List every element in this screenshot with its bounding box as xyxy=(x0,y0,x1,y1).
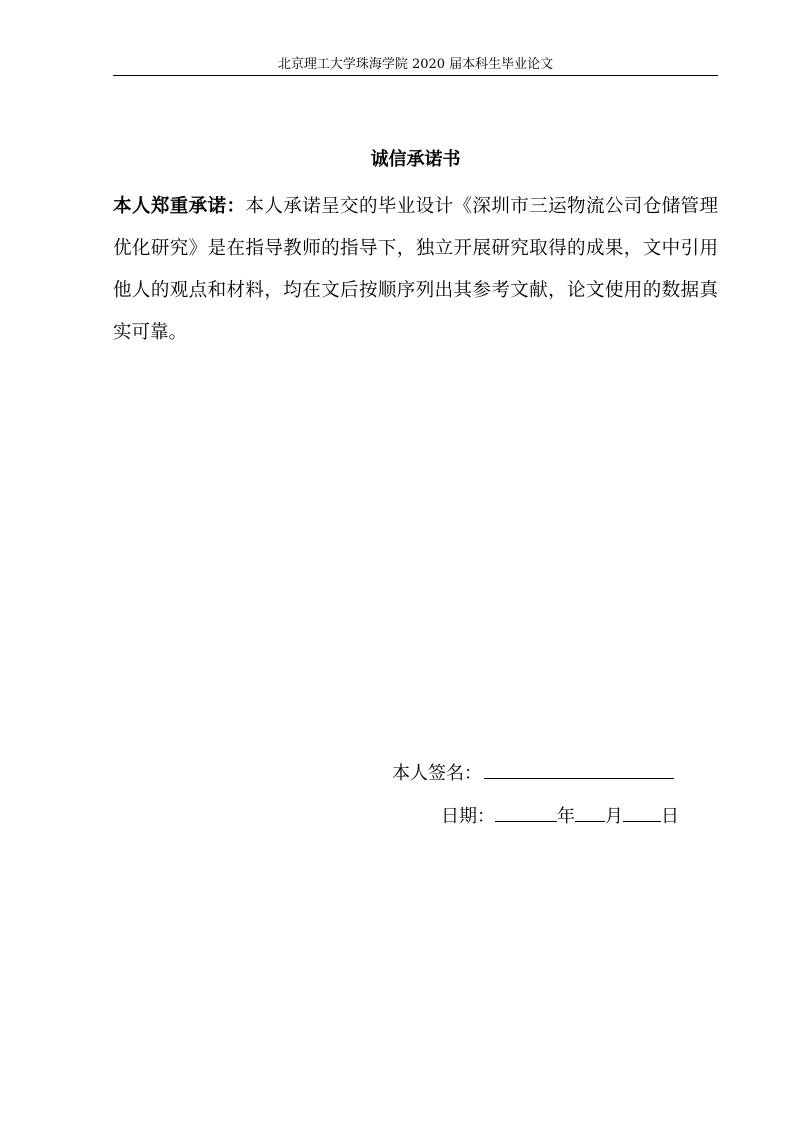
page-header: 北京理工大学珠海学院 2020 届本科生毕业论文 xyxy=(277,57,554,72)
page-title: 诚信承诺书 xyxy=(370,149,461,170)
date-line xyxy=(441,799,679,831)
header-divider xyxy=(113,75,718,76)
pledge-body: 本人承诺呈交的毕业设计《深圳市三运物流公司仓储管理优化研究》是在指导教师的指导下，独立开展研究取得的成果，文中引用他人的观点和材料，均在文后按顺序列出其参考文献，论文使用的数据真实可靠。 xyxy=(113,196,718,343)
pledge-paragraph xyxy=(113,186,718,354)
signature-label: 本人签名： xyxy=(392,763,482,784)
pledge-lead: 本人郑重承诺： xyxy=(113,196,246,217)
date-label: 日期： xyxy=(441,806,495,827)
day-label: 日 xyxy=(661,806,679,827)
year-label: 年 xyxy=(557,806,575,827)
month-blank xyxy=(575,799,605,822)
signature-blank xyxy=(484,756,674,779)
year-blank xyxy=(495,799,557,822)
signature-line xyxy=(392,756,674,788)
day-blank xyxy=(623,799,661,822)
month-label: 月 xyxy=(605,806,623,827)
